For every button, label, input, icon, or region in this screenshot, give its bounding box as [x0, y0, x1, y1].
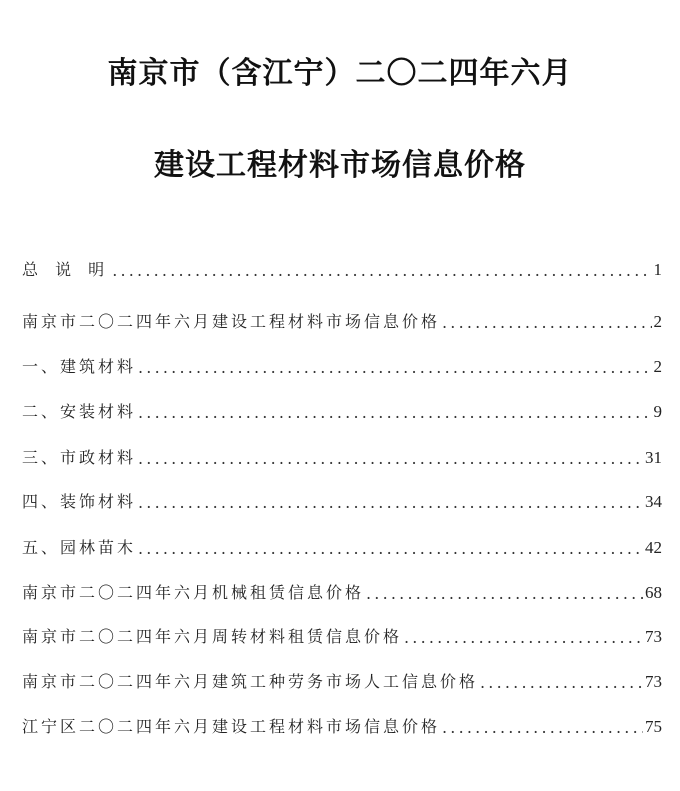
- toc-label: 总 说 明: [22, 260, 111, 279]
- toc-label: 五、园林苗木: [22, 538, 137, 557]
- toc-entry[interactable]: [22, 308, 662, 332]
- document-subtitle: 建设工程材料市场信息价格: [154, 148, 526, 183]
- dot-leader: [442, 718, 643, 737]
- toc-entry[interactable]: [22, 668, 662, 692]
- dot-leader: [138, 449, 643, 468]
- dot-leader: [138, 403, 651, 422]
- dot-leader: [138, 358, 651, 377]
- toc-label: 南京市二〇二四年六月建设工程材料市场信息价格: [22, 312, 441, 331]
- toc-entry[interactable]: [22, 713, 662, 737]
- toc-entry[interactable]: [22, 353, 662, 377]
- toc-page: 34: [645, 492, 662, 511]
- toc-label: 三、市政材料: [22, 448, 137, 467]
- dot-leader: [442, 313, 651, 332]
- toc-page: 42: [645, 538, 662, 557]
- toc-page: 75: [645, 717, 662, 736]
- toc-entry[interactable]: [22, 579, 662, 603]
- dot-leader: [404, 628, 643, 647]
- toc-page: 73: [645, 672, 662, 691]
- toc-page: 73: [645, 627, 662, 646]
- toc-label: 江宁区二〇二四年六月建设工程材料市场信息价格: [22, 717, 441, 736]
- toc-page: 9: [653, 402, 662, 421]
- toc-page: 31: [645, 448, 662, 467]
- dot-leader: [138, 539, 643, 558]
- toc-entry[interactable]: [22, 623, 662, 647]
- toc-entry[interactable]: [22, 534, 662, 558]
- toc-label: 南京市二〇二四年六月建筑工种劳务市场人工信息价格: [22, 672, 479, 691]
- toc-page: 2: [653, 312, 662, 331]
- toc-page: 1: [653, 260, 662, 279]
- toc-label: 四、装饰材料: [22, 492, 137, 511]
- toc-page: 2: [653, 357, 662, 376]
- toc-label: 南京市二〇二四年六月机械租赁信息价格: [22, 583, 365, 602]
- dot-leader: [366, 584, 643, 603]
- toc-label: 二、安装材料: [22, 402, 137, 421]
- toc-entry[interactable]: [22, 488, 662, 512]
- dot-leader: [480, 673, 643, 692]
- dot-leader: [138, 493, 643, 512]
- toc-label: 一、建筑材料: [22, 357, 137, 376]
- document-title: 南京市（含江宁）二〇二四年六月: [107, 56, 573, 91]
- toc-entry[interactable]: [22, 444, 662, 468]
- dot-leader: [112, 261, 651, 280]
- toc-page: 68: [645, 583, 662, 602]
- toc-label: 南京市二〇二四年六月周转材料租赁信息价格: [22, 627, 403, 646]
- toc-entry[interactable]: [22, 398, 662, 422]
- toc-entry[interactable]: [22, 256, 662, 280]
